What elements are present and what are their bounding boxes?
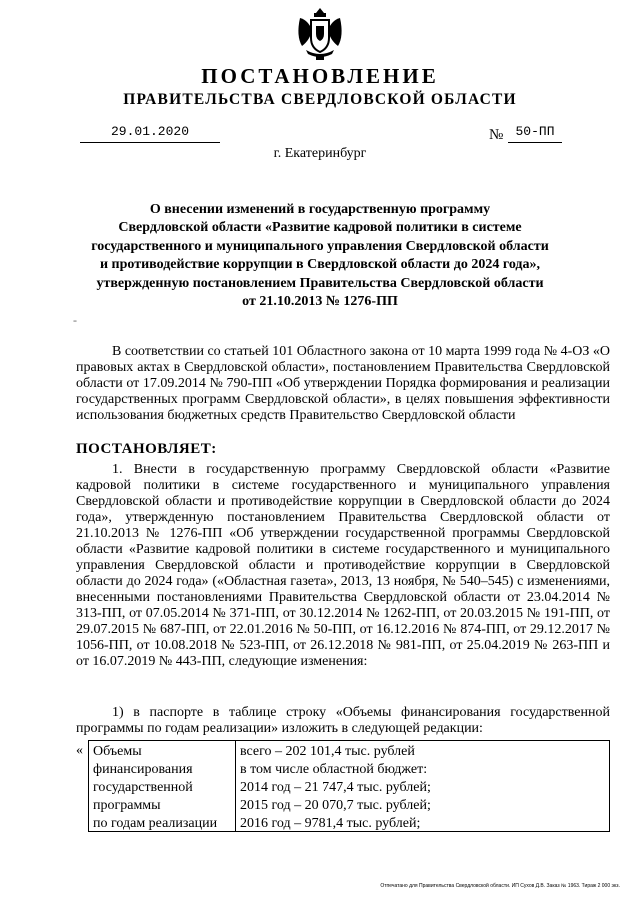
document-subtitle: ПРАВИТЕЛЬСТВА СВЕРДЛОВСКОЙ ОБЛАСТИ bbox=[123, 91, 517, 108]
document-date: 29.01.2020 bbox=[110, 124, 189, 139]
table-label-line: Объемы bbox=[93, 744, 142, 759]
resolve-heading: ПОСТАНОВЛЯЕТ: bbox=[76, 441, 217, 457]
print-footer: Отпечатано для Правительства Свердловской области. ИП Сухов Д.В. Заказ № 1963. Тираж 2 000 экз. bbox=[380, 883, 620, 889]
document-heading bbox=[70, 201, 570, 311]
document-number: 50-ПП bbox=[515, 124, 555, 139]
heading-line: утвержденную постановлением Правительства Свердловской области bbox=[96, 275, 544, 291]
date-underline bbox=[80, 142, 220, 143]
table-value-line: 2016 год – 9781,4 тыс. рублей; bbox=[240, 816, 421, 831]
table-label-line: по годам реализации bbox=[93, 816, 218, 831]
table-cell-label bbox=[89, 741, 236, 831]
financing-table bbox=[88, 740, 610, 832]
table-value-line: всего – 202 101,4 тыс. рублей bbox=[240, 744, 415, 759]
table-value-line: 2014 год – 21 747,4 тыс. рублей; bbox=[240, 780, 431, 795]
table-value-line: 2015 год – 20 070,7 тыс. рублей; bbox=[240, 798, 431, 813]
table-label-line: программы bbox=[93, 798, 161, 813]
paragraph-item-1: 1. Внести в государственную программу Свердловской области «Развитие кадровой политики в системе государственного и муниципального управления Свердловской области и противодействие коррупции в Свердловской области до 2024 года», утвержденную постановлением Правительства Свердловской области от 21.10.2013 № 1276-ПП «Об утверждении государственной программы Свердловской области «Развитие кадровой политики в системе государственного и муниципального управления Свердловской области и противодействие коррупции в Свердловской области до 2024 года» («Областная газета», 2013, 13 ноября, № 540–545) с изменениями, внесенными постановлениями Правительства Свердловской области от 23.04.2014 № 313-ПП, от 07.05.2014 № 371-ПП, от 30.12.2014 № 1262-ПП, от 20.03.2015 № 191-ПП, от 29.07.2015 № 687-ПП, от 22.01.2016 № 50-ПП, от 16.12.2016 № 874-ПП, от 29.12.2017 № 1056-ПП, от 10.08.2018 № 523-ПП, от 26.12.2018 № 981-ПП, от 25.04.2019 № 263-ПП и от 16.07.2019 № 443-ПП, следующие изменения: bbox=[76, 462, 610, 669]
paragraph-item-1-1: 1) в паспорте в таблице строку «Объемы финансирования государственной программы по годам реализации» изложить в следующей редакции: bbox=[76, 705, 610, 736]
number-sign: № bbox=[489, 127, 504, 143]
table-open-quote: « bbox=[76, 743, 83, 758]
margin-mark: - bbox=[73, 313, 77, 327]
table-value-line: в том числе областной бюджет: bbox=[240, 762, 428, 777]
paragraph-preamble: В соответствии со статьей 101 Областного закона от 10 марта 1999 года № 4-ОЗ «О правовых актах в Свердловской области», постановлением Правительства Свердловской области от 17.09.2014 № 790-ПП «Об утверждении Порядка формирования и реализации государственных программ Свердловской области», в целях повышения эффективности использования бюджетных средств Правительство Свердловской области bbox=[76, 344, 610, 423]
document-title: ПОСТАНОВЛЕНИЕ bbox=[201, 64, 439, 88]
table-label-line: государственной bbox=[93, 780, 193, 795]
number-underline bbox=[508, 142, 562, 143]
heading-line: от 21.10.2013 № 1276-ПП bbox=[242, 294, 398, 310]
document-city: г. Екатеринбург bbox=[273, 146, 367, 161]
table-cell-value bbox=[236, 741, 435, 831]
coat-of-arms-icon bbox=[294, 6, 346, 62]
heading-line: государственного и муниципального управления Свердловской области bbox=[91, 238, 549, 254]
heading-line: О внесении изменений в государственную программу bbox=[149, 202, 491, 217]
table-label-line: финансирования bbox=[93, 762, 193, 777]
heading-line: Свердловской области «Развитие кадровой политики в системе bbox=[118, 220, 522, 236]
heading-line: и противодействие коррупции в Свердловской области до 2024 года», bbox=[99, 257, 541, 273]
